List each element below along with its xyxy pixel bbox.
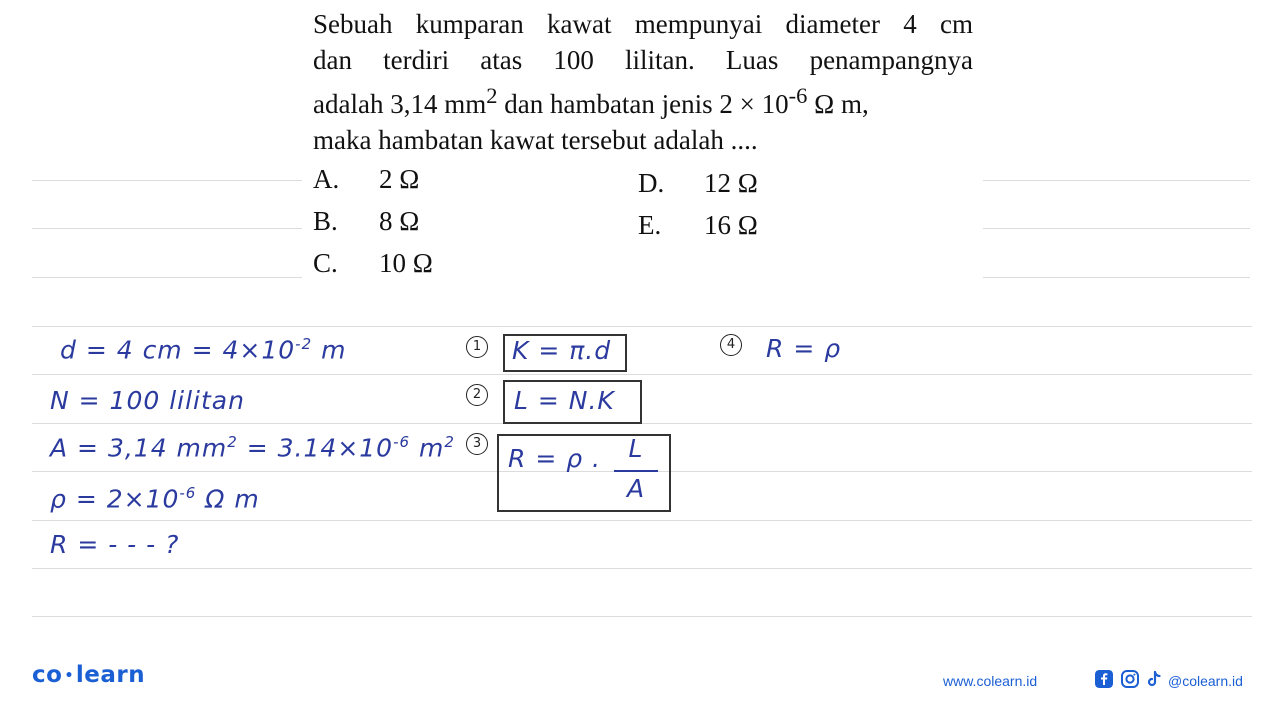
question-line-3-part: adalah 3,14 mm — [313, 89, 487, 119]
step-3-formula-left: R = ρ . — [508, 444, 601, 473]
work-resistivity — [50, 484, 260, 513]
option-value: 2 Ω — [379, 164, 420, 194]
step-3-denominator: A — [626, 474, 646, 503]
work-text: Ω m — [196, 484, 260, 514]
step-2-formula: L = N.K — [514, 386, 615, 415]
work-text: m — [410, 433, 445, 463]
social-handle[interactable]: @colearn.id — [1168, 673, 1243, 689]
ruled-line — [32, 520, 1252, 521]
option-letter: E. — [638, 210, 662, 240]
ruled-line — [32, 374, 1252, 375]
option-value: 10 Ω — [379, 248, 433, 278]
tiktok-icon[interactable] — [1145, 670, 1163, 688]
step-number-2: 2 — [466, 384, 488, 406]
work-text: ρ = 2×10 — [50, 484, 180, 514]
superscript: -2 — [295, 335, 313, 353]
ruled-line — [32, 616, 1252, 617]
facebook-icon[interactable] — [1095, 670, 1113, 688]
question-line-4: maka hambatan kawat tersebut adalah .... — [313, 125, 758, 155]
option-b — [313, 206, 419, 237]
option-d — [638, 168, 758, 199]
question-text — [313, 6, 973, 158]
work-text: A = 3,14 mm — [50, 433, 228, 463]
colearn-logo — [32, 662, 145, 688]
question-line-3 — [313, 78, 973, 122]
instagram-icon[interactable] — [1121, 670, 1139, 688]
option-a — [313, 164, 419, 195]
option-letter: B. — [313, 206, 338, 236]
superscript: -6 — [788, 83, 808, 108]
ruled-line — [32, 326, 1252, 327]
question-line-2: dan terdiri atas 100 lilitan. Luas penampangnya — [313, 45, 973, 75]
work-area — [50, 433, 455, 462]
option-c — [313, 248, 433, 279]
option-value: 8 Ω — [379, 206, 420, 236]
option-value: 12 Ω — [704, 168, 758, 198]
work-text: = 3.14×10 — [237, 433, 394, 463]
logo-dot: • — [64, 667, 74, 684]
superscript: -6 — [393, 433, 411, 451]
work-turns: N = 100 lilitan — [50, 386, 245, 415]
logo-text: learn — [75, 662, 146, 688]
superscript: -6 — [179, 484, 197, 502]
step-3-numerator: L — [628, 434, 644, 463]
step-number-1: 1 — [466, 336, 488, 358]
question-line-3-part: Ω m, — [807, 89, 869, 119]
superscript: 2 — [444, 433, 455, 451]
fraction-bar — [614, 470, 658, 472]
option-value: 16 Ω — [704, 210, 758, 240]
work-resistance-unknown: R = - - - ? — [50, 530, 180, 559]
work-text: m — [312, 335, 347, 365]
step-4-formula: R = ρ — [766, 334, 842, 363]
option-letter: A. — [313, 164, 340, 194]
superscript: 2 — [486, 83, 498, 108]
ruled-line — [32, 180, 302, 181]
work-diameter — [60, 335, 346, 364]
work-text: d = 4 cm = 4×10 — [60, 335, 296, 365]
option-letter: D. — [638, 168, 665, 198]
step-1-formula: K = π.d — [512, 336, 612, 365]
question-line-3-part: dan hambatan jenis 2 × 10 — [497, 89, 789, 119]
ruled-line — [32, 423, 1252, 424]
ruled-line — [32, 568, 1252, 569]
ruled-line — [983, 228, 1250, 229]
website-link[interactable]: www.colearn.id — [943, 673, 1038, 689]
step-number-4: 4 — [720, 334, 742, 356]
ruled-line — [32, 228, 302, 229]
step-number-3: 3 — [466, 433, 488, 455]
logo-text: co — [32, 662, 63, 688]
ruled-line — [983, 277, 1250, 278]
option-letter: C. — [313, 248, 338, 278]
ruled-line — [32, 277, 302, 278]
ruled-line — [983, 180, 1250, 181]
option-e — [638, 210, 758, 241]
question-line-1: Sebuah kumparan kawat mempunyai diameter 4 cm — [313, 9, 973, 39]
superscript: 2 — [227, 433, 238, 451]
